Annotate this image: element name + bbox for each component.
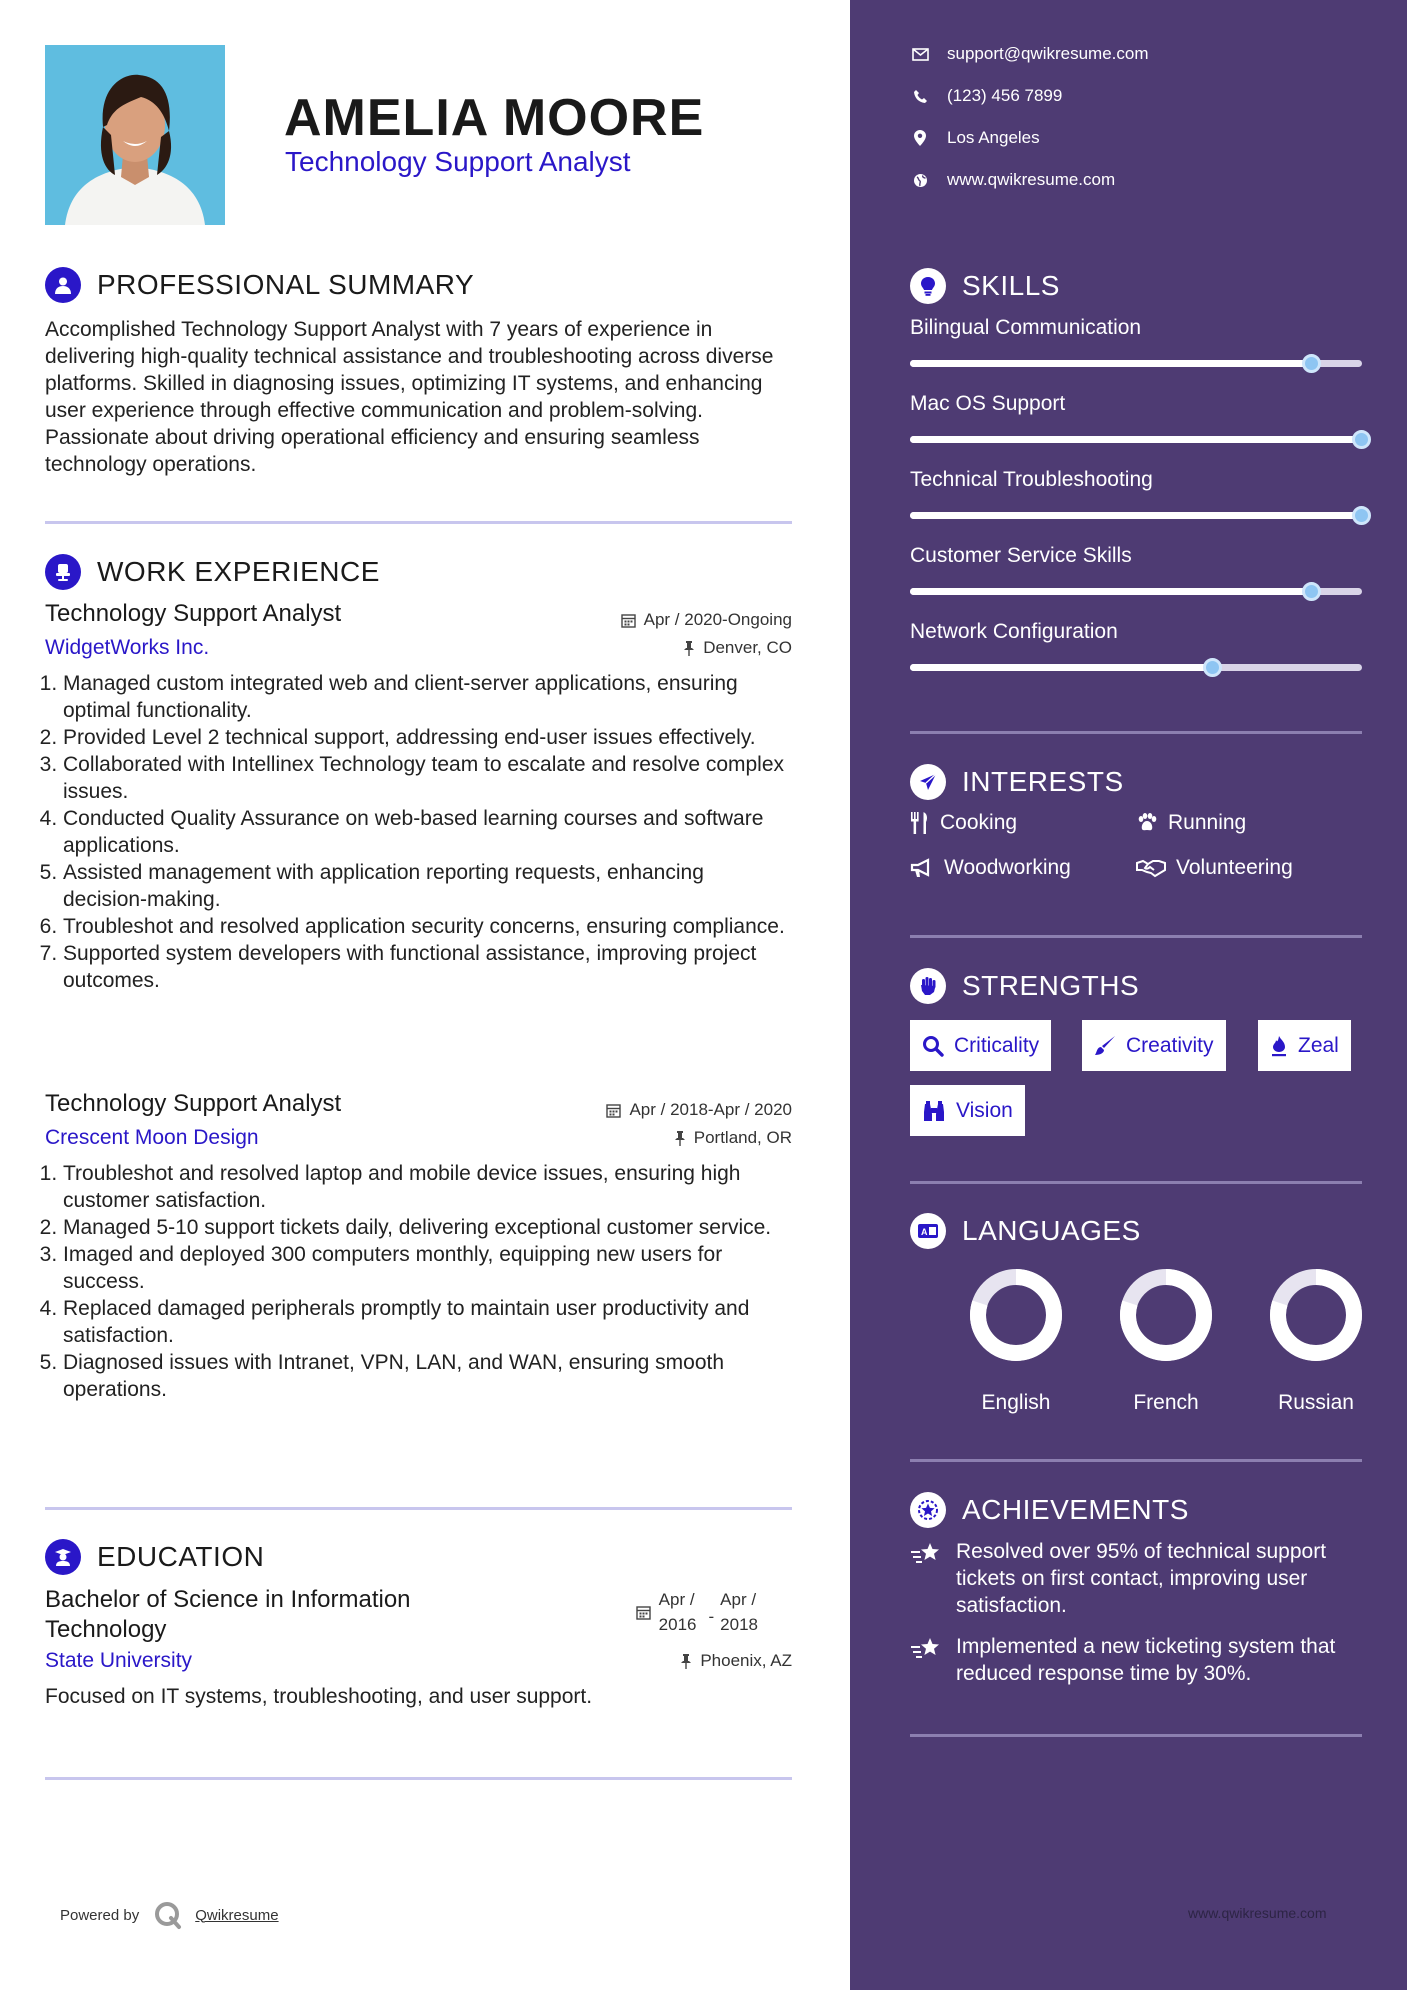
summary-title: PROFESSIONAL SUMMARY: [97, 269, 475, 300]
strength-label: Creativity: [1126, 1033, 1214, 1057]
search-icon: [922, 1035, 944, 1057]
skill-level-knob: [1352, 430, 1371, 449]
job-location: [674, 1128, 792, 1148]
footer-website[interactable]: www.qwikresume.com: [1188, 1905, 1327, 1921]
skill-track: [910, 512, 1362, 519]
job-title: Technology Support Analyst: [45, 600, 342, 627]
education-title: EDUCATION: [97, 1541, 265, 1572]
skill-fill: [910, 512, 1362, 519]
language-donut: [968, 1267, 1064, 1363]
skills-title: SKILLS: [962, 270, 1060, 301]
contact-phone: [910, 86, 1062, 106]
experience-heading: [45, 554, 380, 590]
company-name: WidgetWorks Inc.: [45, 636, 210, 659]
skill-fill: [910, 436, 1362, 443]
skill-name: Network Configuration: [910, 620, 1118, 643]
skill-level-knob: [1302, 582, 1321, 601]
language-name: Russian: [1278, 1391, 1354, 1414]
section-divider: [45, 1507, 792, 1510]
duty-item: 4. Replaced damaged peripherals promptly to maintain user productivity and satisfaction.: [63, 1295, 792, 1349]
phone-icon: [910, 89, 930, 104]
strength-label: Vision: [956, 1098, 1013, 1122]
skill-fill: [910, 664, 1213, 671]
skill-name: Customer Service Skills: [910, 544, 1132, 567]
section-divider: [910, 935, 1362, 938]
svg-text:A: A: [921, 1227, 928, 1237]
paper-plane-icon: [910, 764, 946, 800]
start-month: Apr /: [658, 1590, 695, 1609]
languages-title: LANGUAGES: [962, 1215, 1141, 1246]
calendar-icon: [606, 1103, 621, 1118]
contact-website: [910, 170, 1115, 190]
pin-icon: [683, 641, 695, 656]
pin-icon: [674, 1131, 686, 1146]
achievement-item: [910, 1633, 1370, 1687]
shooting-star-icon: [910, 1538, 956, 1619]
language-name: English: [981, 1391, 1051, 1414]
job-dates: [606, 1100, 792, 1120]
interest-woodworking: [910, 856, 1071, 880]
skill-fill: [910, 360, 1312, 367]
shooting-star-icon: [910, 1633, 956, 1687]
section-divider: [910, 1459, 1362, 1462]
language-item: [1261, 1267, 1371, 1415]
strength-label: Zeal: [1298, 1033, 1339, 1057]
job-location: [683, 638, 792, 658]
interests-title: INTERESTS: [962, 766, 1124, 797]
location-text: Los Angeles: [947, 128, 1040, 147]
candidate-title: Technology Support Analyst: [285, 146, 631, 177]
interest-cooking: [910, 811, 1017, 835]
skill-track: [910, 588, 1362, 595]
achievements-title: ACHIEVEMENTS: [962, 1494, 1189, 1525]
translate-icon: [910, 1213, 946, 1249]
sidebar: [850, 0, 1407, 1990]
strength-chip: [1082, 1020, 1226, 1071]
binoculars-icon: [922, 1100, 946, 1122]
achievement-text: Resolved over 95% of technical support tickets on first contact, improving user satisfaction.: [956, 1540, 1327, 1617]
powered-by: [60, 1900, 279, 1930]
duty-item: 4. Conducted Quality Assurance on web-based learning courses and software applications.: [63, 805, 792, 859]
duty-item: 1. Managed custom integrated web and client-server applications, ensuring optimal functionality.: [63, 670, 792, 724]
section-divider: [910, 731, 1362, 734]
strength-chip: [910, 1020, 1051, 1071]
duty-list: [45, 670, 792, 994]
interest-label: Running: [1168, 811, 1247, 834]
interest-label: Cooking: [940, 811, 1018, 834]
end-month: Apr /: [720, 1590, 757, 1609]
interest-label: Woodworking: [944, 856, 1071, 879]
skill-track: [910, 664, 1362, 671]
duty-item: 6. Troubleshot and resolved application security concerns, ensuring compliance.: [63, 913, 792, 940]
strength-label: Criticality: [954, 1033, 1040, 1057]
degree-title: [45, 1585, 411, 1645]
education-location-text: Phoenix, AZ: [700, 1651, 792, 1670]
job-location-text: Portland, OR: [693, 1128, 792, 1147]
strengths-heading: [910, 968, 1139, 1004]
skill-track: [910, 360, 1362, 367]
degree-line: Technology: [45, 1616, 167, 1643]
section-divider: [45, 521, 792, 524]
skill-fill: [910, 588, 1312, 595]
qwikresume-logo-icon: [153, 1900, 183, 1930]
interest-running: [1136, 811, 1246, 835]
skill-name: Mac OS Support: [910, 392, 1066, 415]
skill-track: [910, 436, 1362, 443]
powered-by-label: Powered by: [60, 1906, 140, 1924]
fist-icon: [910, 968, 946, 1004]
duty-item: 3. Collaborated with Intellinex Technology team to escalate and resolve complex issues.: [63, 751, 792, 805]
skill-item: [910, 468, 1362, 492]
education-heading: [45, 1539, 264, 1575]
school-name: State University: [45, 1649, 193, 1672]
job-dates-text: Apr / 2020-Ongoing: [643, 610, 792, 629]
duty-item: 5. Assisted management with application reporting requests, enhancing decision-making.: [63, 859, 792, 913]
section-divider: [910, 1734, 1362, 1737]
utensils-icon: [910, 812, 930, 834]
achievements-heading: [910, 1492, 1189, 1528]
company-name: Crescent Moon Design: [45, 1126, 259, 1149]
achievement-text: Implemented a new ticketing system that reduced response time by 30%.: [956, 1635, 1336, 1685]
interest-label: Volunteering: [1176, 856, 1293, 879]
skills-heading: [910, 268, 1060, 304]
website-text[interactable]: www.qwikresume.com: [947, 170, 1116, 189]
duty-item: 5. Diagnosed issues with Intranet, VPN, LAN, and WAN, ensuring smooth operations.: [63, 1349, 792, 1403]
pin-icon: [680, 1654, 692, 1669]
skill-item: [910, 620, 1362, 644]
skill-name: Bilingual Communication: [910, 316, 1142, 339]
duty-item: 2. Provided Level 2 technical support, addressing end-user issues effectively.: [63, 724, 792, 751]
job-dates: [621, 610, 792, 630]
job-entry: [45, 600, 792, 994]
graduate-icon: [45, 1539, 81, 1575]
phone-text: (123) 456 7899: [947, 86, 1063, 105]
duty-item: 2. Managed 5-10 support tickets daily, delivering exceptional customer service.: [63, 1214, 792, 1241]
lightbulb-icon: [910, 268, 946, 304]
contact-email: [910, 44, 1149, 64]
duty-list: [45, 1160, 792, 1403]
star-badge-icon: [910, 1492, 946, 1528]
education-entry: [45, 1585, 792, 1709]
interests-heading: [910, 764, 1124, 800]
skill-item: [910, 392, 1362, 416]
user-icon: [45, 267, 81, 303]
skill-level-knob: [1352, 506, 1371, 525]
job-entry: [45, 1090, 792, 1403]
language-name: French: [1133, 1391, 1199, 1414]
profile-photo: [45, 45, 225, 225]
skill-level-knob: [1203, 658, 1222, 677]
degree-line: Bachelor of Science in Information: [45, 1586, 411, 1613]
skill-name: Technical Troubleshooting: [910, 468, 1153, 491]
experience-title: WORK EXPERIENCE: [97, 556, 380, 587]
duty-item: 3. Imaged and deployed 300 computers monthly, equipping new users for success.: [63, 1241, 792, 1295]
languages-heading: [910, 1213, 1141, 1249]
summary-heading: [45, 267, 474, 303]
job-dates-text: Apr / 2018-Apr / 2020: [629, 1100, 792, 1119]
calendar-icon: [621, 613, 636, 628]
summary-text: Accomplished Technology Support Analyst with 7 years of experience in delivering high-quality technical assistance and troubleshooting across diverse platforms. Skilled in diagnosing issues, optimizing IT systems, and enhancing user experience through effective communication and problem-solving. Passionate about driving operational efficiency and ensuring seamless technology operations.: [45, 318, 774, 476]
section-divider: [910, 1181, 1362, 1184]
contact-location: [910, 128, 1040, 148]
language-item: [1111, 1267, 1221, 1415]
achievement-item: [910, 1538, 1370, 1619]
strengths-title: STRENGTHS: [962, 970, 1140, 1001]
envelope-icon: [910, 48, 930, 61]
job-location-text: Denver, CO: [703, 638, 792, 657]
flame-icon: [1270, 1035, 1288, 1057]
megaphone-icon: [910, 858, 934, 878]
map-pin-icon: [910, 130, 930, 146]
duty-item: 7. Supported system developers with functional assistance, improving project outcomes.: [63, 940, 792, 994]
skill-item: [910, 316, 1362, 340]
start-year: 2016: [658, 1615, 697, 1634]
qwikresume-link[interactable]: Qwikresume: [195, 1906, 279, 1924]
strength-chip: [1258, 1020, 1351, 1071]
skill-item: [910, 544, 1362, 568]
education-description: Focused on IT systems, troubleshooting, and user support.: [45, 1685, 593, 1708]
job-title: Technology Support Analyst: [45, 1090, 342, 1117]
handshake-icon: [1136, 858, 1166, 878]
interest-volunteering: [1136, 856, 1293, 880]
language-donut: [1268, 1267, 1364, 1363]
briefcase-chair-icon: [45, 554, 81, 590]
strength-chip: [910, 1085, 1025, 1136]
education-location: [680, 1651, 792, 1671]
end-date: [720, 1587, 758, 1637]
email-text: support@qwikresume.com: [947, 44, 1149, 63]
section-divider: [45, 1777, 792, 1780]
skill-level-knob: [1302, 354, 1321, 373]
language-donut: [1118, 1267, 1214, 1363]
calendar-icon: [636, 1605, 651, 1620]
start-date: [659, 1587, 697, 1637]
globe-icon: [910, 173, 930, 188]
language-item: [961, 1267, 1071, 1415]
paintbrush-icon: [1094, 1035, 1116, 1057]
candidate-name: AMELIA MOORE: [284, 89, 705, 147]
duty-item: 1. Troubleshot and resolved laptop and mobile device issues, ensuring high customer satisfaction.: [63, 1160, 792, 1214]
end-year: 2018: [720, 1615, 758, 1634]
paw-icon: [1136, 813, 1158, 833]
date-separator: -: [708, 1607, 715, 1626]
education-dates: [636, 1587, 758, 1637]
